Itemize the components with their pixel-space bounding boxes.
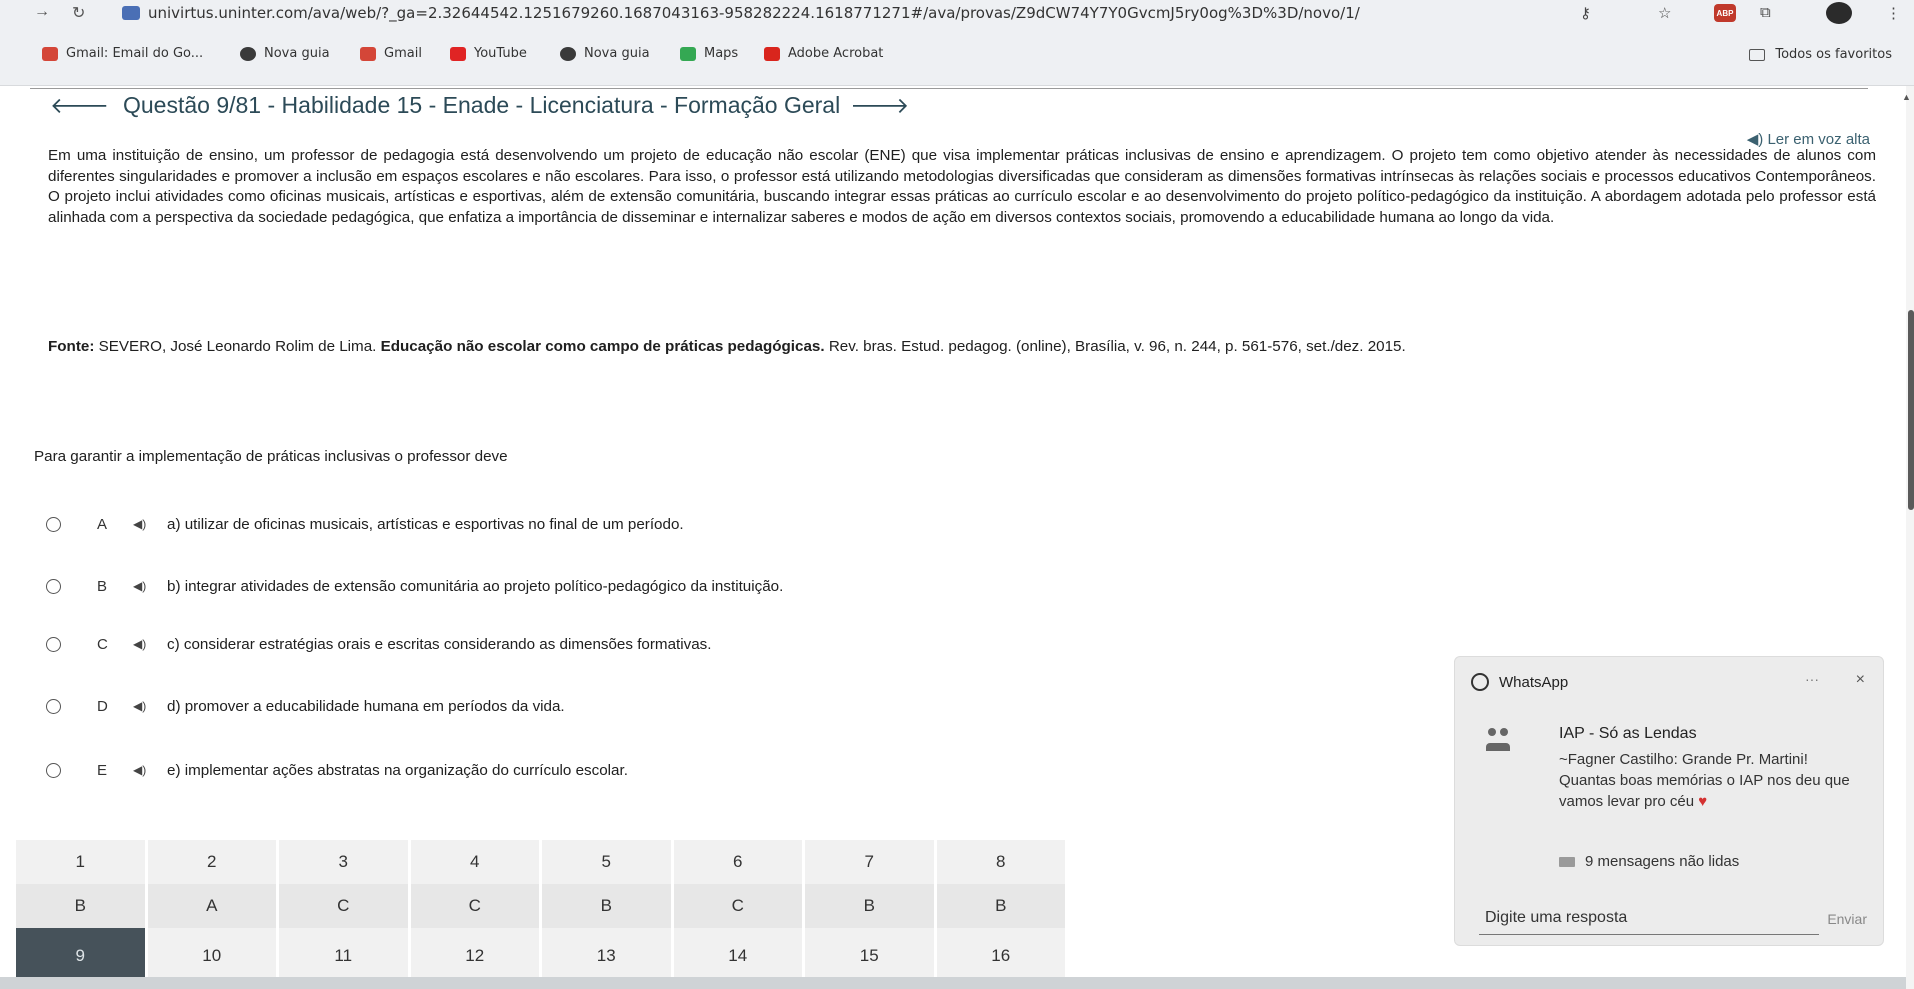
- option-e[interactable]: [28, 740, 1088, 800]
- answer-cell: B: [542, 884, 674, 928]
- option-b[interactable]: [28, 556, 1088, 616]
- heart-icon: ♥: [1698, 793, 1708, 810]
- speaker-icon[interactable]: ◀): [133, 637, 147, 651]
- app-name: WhatsApp: [1499, 673, 1569, 691]
- send-button[interactable]: Enviar: [1827, 911, 1867, 927]
- source-author: SEVERO, José Leonardo Rolim de Lima.: [98, 338, 377, 355]
- source-title: Educação não escolar como campo de práticas pedagógicas.: [380, 338, 825, 355]
- radio-a[interactable]: [46, 517, 61, 532]
- question-number-cell[interactable]: 5: [542, 840, 674, 884]
- question-number-cell[interactable]: 3: [279, 840, 411, 884]
- previous-question-icon[interactable]: 🡐: [50, 92, 109, 118]
- reply-placeholder: Digite uma resposta: [1485, 908, 1628, 926]
- answer-cell: B: [937, 884, 1069, 928]
- question-statement: Em uma instituição de ensino, um professor de pedagogia está desenvolvendo um projeto de educação não escolar (ENE) que visa implementar práticas inclusivas de ensino e aprendizagem. O projeto tem como objetivo atender às necessidades de alunos com diferentes singularidades e promover a inclusão em espaços escolares e não escolares. Para isso, o professor está utilizando metodologias diversificadas que consideram as dimensões formativas intrínsecas às relações sociais e processos educativos Contemporâneos. O projeto inclui atividades como oficinas musicais, artísticas e esportivas, além de extensão comunitária, buscando integrar essas práticas ao currículo escolar e ao desenvolvimento do projeto político-pedagógico da instituição. A abordagem adotada pelo professor está alinhada com a perspectiva da sociedade pedagógica, que enfatiza a importância de disseminar e internalizar saberes e modos de ação em diversos contextos sociais, promovendo a educabilidade humana ao longo da vida.: [48, 147, 1876, 226]
- speaker-icon[interactable]: ◀): [133, 763, 147, 777]
- option-letter: A: [97, 515, 108, 533]
- speaker-icon: ◀): [1746, 131, 1764, 148]
- bookmark-nova-guia-1[interactable]: [240, 46, 330, 61]
- question-number-cell[interactable]: 11: [279, 928, 411, 984]
- reply-input[interactable]: [1479, 901, 1819, 935]
- scroll-up-icon[interactable]: ▲: [1902, 92, 1911, 102]
- question-number-cell[interactable]: 1: [16, 840, 148, 884]
- question-number-cell[interactable]: 16: [937, 928, 1069, 984]
- option-text: b) integrar atividades de extensão comunitária ao projeto político-pedagógico da instituição.: [167, 577, 784, 595]
- bookmark-gmail[interactable]: [360, 46, 422, 61]
- grid-answers-row-1: [16, 884, 1068, 928]
- question-number-cell[interactable]: 12: [411, 928, 543, 984]
- speaker-icon[interactable]: ◀): [133, 517, 147, 531]
- menu-icon[interactable]: ⋮: [1886, 5, 1901, 22]
- question-number-cell[interactable]: 2: [148, 840, 280, 884]
- back-icon[interactable]: →: [34, 3, 50, 20]
- option-text: d) promover a educabilidade humana em períodos da vida.: [167, 697, 565, 715]
- question-number-cell[interactable]: 8: [937, 840, 1069, 884]
- next-question-icon[interactable]: 🡒: [850, 92, 910, 118]
- option-c[interactable]: [28, 614, 1088, 674]
- answer-cell: B: [16, 884, 148, 928]
- adblock-icon[interactable]: ABP: [1714, 4, 1736, 22]
- site-icon: [122, 6, 140, 20]
- option-letter: E: [97, 761, 108, 779]
- bookmark-label: Adobe Acrobat: [788, 46, 884, 61]
- maps-icon: [680, 47, 696, 61]
- question-number-cell[interactable]: 15: [805, 928, 937, 984]
- reload-icon[interactable]: ↻: [72, 5, 86, 22]
- url-field[interactable]: [122, 1, 1732, 25]
- message-line-2-wrap: [1559, 770, 1879, 812]
- acrobat-icon: [764, 47, 780, 61]
- answer-cell: C: [674, 884, 806, 928]
- answer-cell: B: [805, 884, 937, 928]
- current-question-cell[interactable]: 9: [16, 928, 148, 984]
- question-title: Questão 9/81 - Habilidade 15 - Enade - Licenciatura - Formação Geral: [123, 92, 841, 118]
- question-number-cell[interactable]: 7: [805, 840, 937, 884]
- grid-numbers-row-1: [16, 840, 1068, 884]
- all-bookmarks-label: Todos os favoritos: [1775, 47, 1892, 62]
- source-label: Fonte:: [48, 338, 95, 355]
- bookmark-label: Gmail: Email do Go...: [66, 46, 204, 61]
- answer-cell: C: [411, 884, 543, 928]
- whatsapp-notification[interactable]: [1454, 656, 1884, 946]
- more-options-icon[interactable]: ···: [1805, 671, 1819, 687]
- scrollbar-thumb[interactable]: [1908, 310, 1914, 510]
- star-icon[interactable]: ☆: [1658, 5, 1672, 22]
- notification-header: [1471, 673, 1568, 691]
- message-line-2: Quantas boas memórias o IAP nos deu que vamos levar pro céu: [1559, 772, 1850, 810]
- unread-label: 9 mensagens não lidas: [1585, 853, 1740, 870]
- radio-c[interactable]: [46, 637, 61, 652]
- grid-numbers-row-2: [16, 928, 1068, 984]
- bookmark-youtube[interactable]: [450, 46, 527, 61]
- bookmark-label: Gmail: [384, 46, 422, 61]
- message-preview: [1559, 749, 1879, 812]
- option-letter: C: [97, 635, 108, 653]
- question-number-cell[interactable]: 10: [148, 928, 280, 984]
- source-details: Rev. bras. Estud. pedagog. (online), Brasília, v. 96, n. 244, p. 561-576, set./dez. 2015.: [828, 338, 1406, 355]
- group-avatar-icon: [1483, 723, 1513, 753]
- question-number-cell[interactable]: 14: [674, 928, 806, 984]
- radio-d[interactable]: [46, 699, 61, 714]
- youtube-icon: [450, 47, 466, 61]
- bookmark-nova-guia-2[interactable]: [560, 46, 650, 61]
- bottom-bar: [0, 977, 1914, 989]
- close-icon[interactable]: ×: [1855, 671, 1865, 688]
- gmail-icon: [42, 47, 58, 61]
- key-icon[interactable]: ⚷: [1580, 5, 1591, 22]
- question-number-cell[interactable]: 6: [674, 840, 806, 884]
- question-header: [50, 92, 909, 119]
- option-a[interactable]: [28, 494, 1088, 554]
- option-text: c) considerar estratégias orais e escritas considerando as dimensões formativas.: [167, 635, 712, 653]
- radio-b[interactable]: [46, 579, 61, 594]
- speaker-icon[interactable]: ◀): [133, 699, 147, 713]
- group-name: IAP - Só as Lendas: [1559, 725, 1697, 742]
- message-line-1: ~Fagner Castilho: Grande Pr. Martini!: [1559, 751, 1808, 768]
- bookmark-label: Maps: [704, 46, 739, 61]
- option-text: a) utilizar de oficinas musicais, artísticas e esportivas no final de um período.: [167, 515, 684, 533]
- message-icon: [1559, 857, 1575, 867]
- divider: [30, 88, 1868, 89]
- folder-icon: [1749, 49, 1765, 61]
- answer-cell: A: [148, 884, 280, 928]
- extensions-icon[interactable]: ⧉: [1760, 4, 1771, 21]
- scrollbar-track[interactable]: [1906, 86, 1914, 989]
- gmail-icon: [360, 47, 376, 61]
- option-letter: D: [97, 697, 108, 715]
- profile-avatar[interactable]: [1826, 2, 1852, 24]
- all-bookmarks[interactable]: [1749, 47, 1892, 62]
- bookmark-maps[interactable]: [680, 46, 738, 61]
- bookmarks-bar: [0, 28, 1914, 86]
- bookmark-label: YouTube: [474, 46, 527, 61]
- bookmark-label: Nova guia: [584, 46, 650, 61]
- unread-count: [1559, 853, 1739, 870]
- read-aloud-label: Ler em voz alta: [1767, 131, 1870, 148]
- radio-e[interactable]: [46, 763, 61, 778]
- option-d[interactable]: [28, 676, 1088, 736]
- question-number-cell[interactable]: 4: [411, 840, 543, 884]
- option-letter: B: [97, 577, 108, 595]
- address-bar: [0, 0, 1914, 28]
- url-text: univirtus.uninter.com/ava/web/?_ga=2.32644542.1251679260.1687043163-958282224.1618771271#/ava/provas/Z9dCW74Y7Y0GvcmJ5ry0og%3D%3D/novo/1/: [148, 4, 1360, 22]
- answer-grid: [16, 840, 1068, 984]
- speaker-icon[interactable]: ◀): [133, 579, 147, 593]
- question-prompt: Para garantir a implementação de práticas inclusivas o professor deve: [34, 448, 508, 465]
- globe-icon: [240, 47, 256, 61]
- globe-icon: [560, 47, 576, 61]
- whatsapp-icon: [1471, 673, 1489, 691]
- question-number-cell[interactable]: 13: [542, 928, 674, 984]
- source-citation: [48, 338, 1406, 355]
- bookmark-label: Nova guia: [264, 46, 330, 61]
- answer-cell: C: [279, 884, 411, 928]
- bookmark-gmail-email[interactable]: [42, 46, 203, 61]
- option-text: e) implementar ações abstratas na organização do currículo escolar.: [167, 761, 628, 779]
- bookmark-adobe-acrobat[interactable]: [764, 46, 883, 61]
